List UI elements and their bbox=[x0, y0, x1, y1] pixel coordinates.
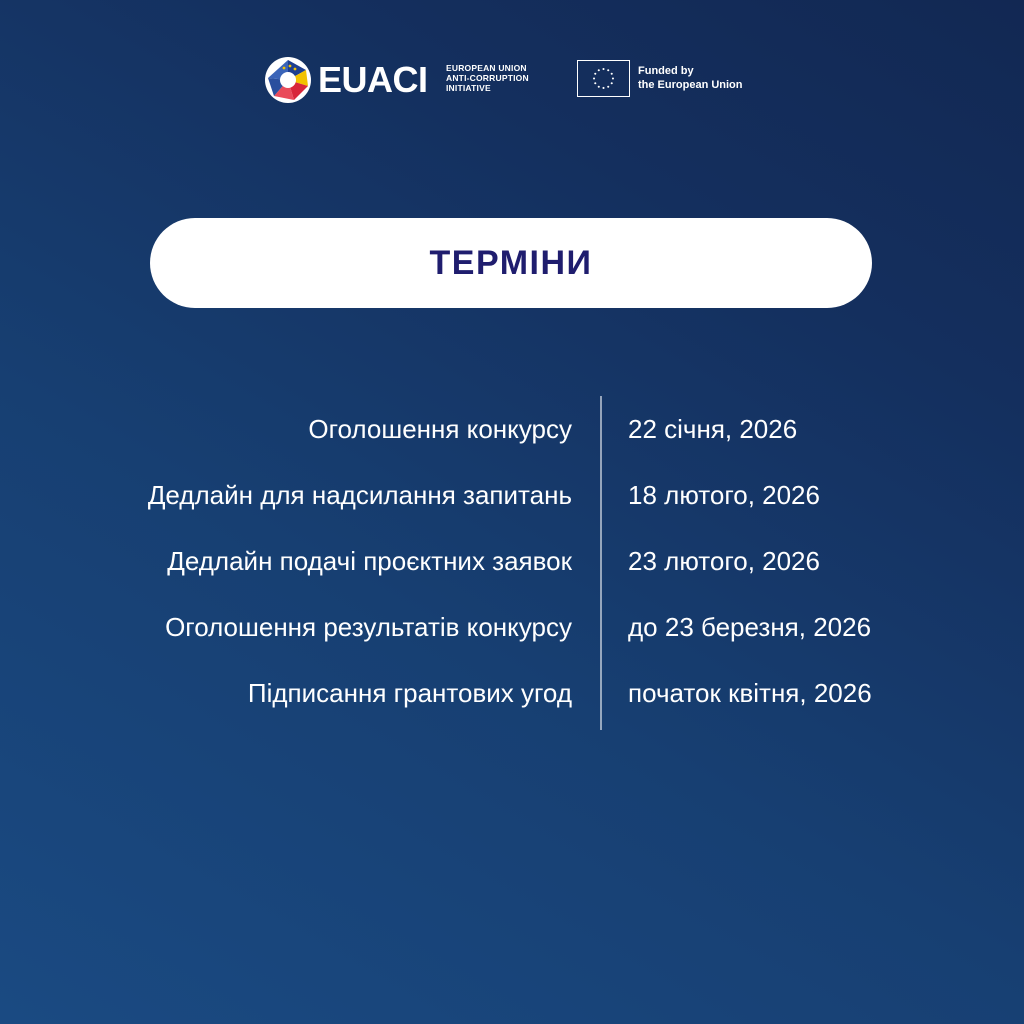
euaci-subtitle-line: EUROPEAN UNION bbox=[446, 63, 527, 73]
eu-funded-line: the European Union bbox=[638, 79, 743, 91]
euaci-subtitle-line: ANTI-CORRUPTION bbox=[446, 73, 529, 83]
euaci-emblem-icon bbox=[264, 56, 312, 104]
timeline-row bbox=[0, 673, 1024, 713]
timeline-row bbox=[0, 541, 1024, 581]
timeline-label: Оголошення результатів конкурсу bbox=[165, 612, 572, 642]
timeline-date: початок квітня, 2026 bbox=[628, 678, 872, 708]
timeline-label: Дедлайн подачі проєктних заявок bbox=[167, 546, 572, 576]
euaci-subtitle bbox=[446, 63, 556, 93]
title-pill bbox=[150, 218, 872, 308]
timeline-date: до 23 березня, 2026 bbox=[628, 612, 872, 642]
timeline-date: 22 січня, 2026 bbox=[628, 414, 798, 444]
timeline-date: 23 лютого, 2026 bbox=[628, 546, 820, 576]
eu-funded-text bbox=[638, 64, 743, 92]
timeline-label: Оголошення конкурсу bbox=[308, 414, 572, 444]
timeline-row bbox=[0, 475, 1024, 515]
page-title: ТЕРМІНИ bbox=[429, 243, 593, 282]
timeline-date: 18 лютого, 2026 bbox=[628, 480, 820, 510]
euaci-subtitle-line: INITIATIVE bbox=[446, 83, 491, 93]
timeline-label: Підписання грантових угод bbox=[247, 678, 572, 708]
header-logos bbox=[0, 54, 1024, 106]
eu-flag-icon bbox=[577, 60, 630, 97]
eu-funded-line: Funded by bbox=[638, 65, 694, 77]
euaci-wordmark: EUACI bbox=[318, 59, 428, 100]
timeline-label: Дедлайн для надсилання запитань bbox=[147, 480, 572, 510]
timeline-row bbox=[0, 409, 1024, 449]
timeline-row bbox=[0, 607, 1024, 647]
